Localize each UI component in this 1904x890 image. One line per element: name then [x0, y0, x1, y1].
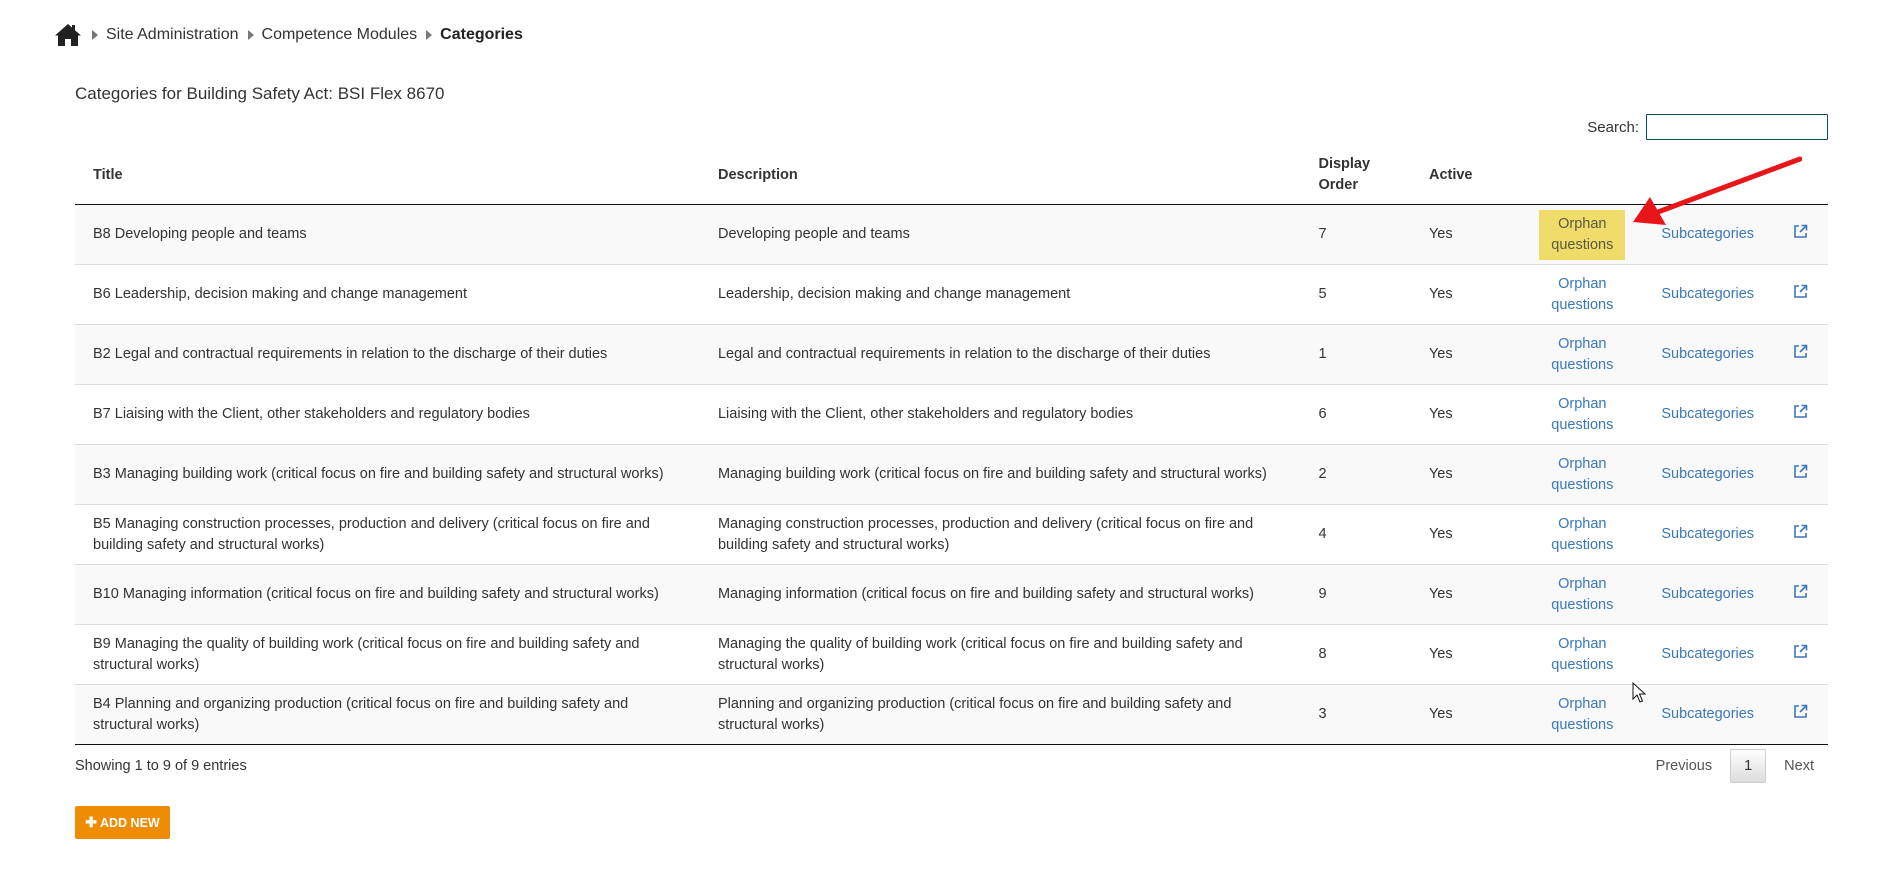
subcategories-link[interactable]: Subcategories [1661, 406, 1755, 422]
cell-orphan [1521, 625, 1643, 685]
cell-external [1772, 385, 1828, 445]
table-header-row [75, 146, 1828, 205]
mouse-cursor-icon [1632, 682, 1646, 704]
breadcrumb-competence-modules[interactable]: Competence Modules [261, 26, 418, 43]
header-description[interactable]: Description [700, 146, 1301, 205]
cell-external [1772, 565, 1828, 625]
cell-description: Planning and organizing production (critical focus on fire and building safety and structural works) [700, 685, 1301, 745]
cell-external [1772, 445, 1828, 505]
header-title[interactable]: Title [75, 146, 700, 205]
external-link-icon[interactable] [1793, 287, 1808, 303]
external-link-icon[interactable] [1793, 647, 1808, 663]
orphan-label-line1: Orphan [1558, 335, 1607, 352]
cell-active: Yes [1411, 505, 1521, 565]
orphan-label-line2: questions [1551, 716, 1614, 733]
orphan-label-line1: Orphan [1558, 515, 1607, 532]
cell-orphan [1521, 565, 1643, 625]
table-row [75, 325, 1828, 385]
subcategories-link[interactable]: Subcategories [1661, 286, 1755, 302]
cell-orphan [1521, 205, 1643, 265]
cell-orphan [1521, 445, 1643, 505]
orphan-label-line2: questions [1551, 476, 1614, 493]
cell-display-order: 7 [1300, 205, 1410, 265]
previous-button[interactable]: Previous [1655, 758, 1713, 774]
page-title: Categories for Building Safety Act: BSI Flex 8670 [75, 84, 445, 103]
table-row [75, 505, 1828, 565]
cell-orphan [1521, 325, 1643, 385]
header-display-order-line2: Order [1318, 177, 1358, 193]
add-new-label: ADD NEW [100, 815, 160, 830]
subcategories-link[interactable]: Subcategories [1661, 586, 1755, 602]
orphan-label-line2: questions [1551, 356, 1614, 373]
cell-external [1772, 625, 1828, 685]
cell-description: Managing information (critical focus on fire and building safety and structural works) [700, 565, 1301, 625]
cell-title: B10 Managing information (critical focus on fire and building safety and structural works) [75, 565, 700, 625]
next-button[interactable]: Next [1784, 758, 1814, 774]
cell-orphan [1521, 265, 1643, 325]
cell-active: Yes [1411, 625, 1521, 685]
cell-subcategories [1643, 265, 1772, 325]
add-new-button[interactable] [75, 806, 170, 839]
cell-external [1772, 325, 1828, 385]
orphan-label-line2: questions [1551, 596, 1614, 613]
external-link-icon[interactable] [1793, 467, 1808, 483]
cell-display-order: 5 [1300, 265, 1410, 325]
orphan-questions-link[interactable] [1539, 690, 1625, 740]
cell-description: Managing construction processes, production and delivery (critical focus on fire and building safety and structural works) [700, 505, 1301, 565]
home-icon[interactable] [53, 20, 83, 50]
orphan-questions-link[interactable] [1539, 390, 1625, 440]
orphan-questions-link[interactable] [1539, 210, 1625, 260]
table-row [75, 685, 1828, 745]
cell-orphan [1521, 685, 1643, 745]
cell-display-order: 9 [1300, 565, 1410, 625]
subcategories-link[interactable]: Subcategories [1661, 706, 1755, 722]
header-display-order[interactable] [1300, 146, 1410, 205]
table-row [75, 565, 1828, 625]
cell-orphan [1521, 385, 1643, 445]
orphan-label-line2: questions [1551, 416, 1614, 433]
subcategories-link[interactable]: Subcategories [1661, 466, 1755, 482]
cell-external [1772, 265, 1828, 325]
cell-title: B5 Managing construction processes, production and delivery (critical focus on fire and building safety and structural works) [75, 505, 700, 565]
orphan-label-line1: Orphan [1558, 215, 1607, 232]
orphan-questions-link[interactable] [1539, 630, 1625, 680]
table-row [75, 445, 1828, 505]
cell-external [1772, 505, 1828, 565]
table-row [75, 625, 1828, 685]
table-row [75, 385, 1828, 445]
cell-display-order: 3 [1300, 685, 1410, 745]
cell-subcategories [1643, 685, 1772, 745]
orphan-questions-link[interactable] [1539, 270, 1625, 320]
external-link-icon[interactable] [1793, 227, 1808, 243]
search-label: Search: [1587, 118, 1639, 136]
orphan-label-line2: questions [1551, 536, 1614, 553]
cell-active: Yes [1411, 325, 1521, 385]
cell-title: B2 Legal and contractual requirements in relation to the discharge of their duties [75, 325, 700, 385]
orphan-label-line2: questions [1551, 236, 1614, 253]
orphan-label-line2: questions [1551, 296, 1614, 313]
cell-active: Yes [1411, 445, 1521, 505]
external-link-icon[interactable] [1793, 587, 1808, 603]
cell-title: B6 Leadership, decision making and change management [75, 265, 700, 325]
cell-title: B4 Planning and organizing production (critical focus on fire and building safety and structural works) [75, 685, 700, 745]
orphan-label-line1: Orphan [1558, 395, 1607, 412]
cell-subcategories [1643, 445, 1772, 505]
breadcrumb [53, 18, 523, 52]
header-display-order-line1: Display [1318, 156, 1371, 172]
subcategories-link[interactable]: Subcategories [1661, 226, 1755, 242]
header-active[interactable]: Active [1411, 146, 1521, 205]
chevron-right-icon [248, 30, 254, 40]
cell-title: B8 Developing people and teams [75, 205, 700, 265]
header-orphan [1521, 146, 1643, 205]
cell-description: Managing the quality of building work (critical focus on fire and building safety and structural works) [700, 625, 1301, 685]
cell-description: Developing people and teams [700, 205, 1301, 265]
categories-table [75, 146, 1828, 745]
cell-display-order: 4 [1300, 505, 1410, 565]
cell-display-order: 6 [1300, 385, 1410, 445]
cell-active: Yes [1411, 685, 1521, 745]
cell-subcategories [1643, 565, 1772, 625]
table-row [75, 205, 1828, 265]
subcategories-link[interactable]: Subcategories [1661, 526, 1755, 542]
search-input[interactable] [1646, 114, 1828, 140]
orphan-label-line2: questions [1551, 656, 1614, 673]
cell-active: Yes [1411, 565, 1521, 625]
cell-active: Yes [1411, 385, 1521, 445]
orphan-questions-link[interactable] [1539, 330, 1625, 380]
annotation-arrow [1630, 155, 1802, 227]
cell-title: B7 Liaising with the Client, other stakeholders and regulatory bodies [75, 385, 700, 445]
orphan-questions-link[interactable] [1539, 450, 1625, 500]
cell-description: Legal and contractual requirements in relation to the discharge of their duties [700, 325, 1301, 385]
table-info: Showing 1 to 9 of 9 entries [75, 758, 247, 774]
cell-title: B9 Managing the quality of building work (critical focus on fire and building safety and structural works) [75, 625, 700, 685]
cell-display-order: 8 [1300, 625, 1410, 685]
cell-subcategories [1643, 385, 1772, 445]
subcategories-link[interactable]: Subcategories [1661, 646, 1755, 662]
breadcrumb-current: Categories [440, 26, 523, 43]
cell-title: B3 Managing building work (critical focus on fire and building safety and structural works) [75, 445, 700, 505]
cell-display-order: 1 [1300, 325, 1410, 385]
orphan-label-line1: Orphan [1558, 575, 1607, 592]
external-link-icon[interactable] [1793, 527, 1808, 543]
plus-icon: ✚ [85, 814, 97, 830]
page-1-button[interactable]: 1 [1730, 749, 1766, 783]
cell-subcategories [1643, 505, 1772, 565]
cell-external [1772, 685, 1828, 745]
orphan-label-line1: Orphan [1558, 695, 1607, 712]
orphan-label-line1: Orphan [1558, 635, 1607, 652]
cell-active: Yes [1411, 205, 1521, 265]
external-link-icon[interactable] [1793, 347, 1808, 363]
cell-orphan [1521, 505, 1643, 565]
cell-active: Yes [1411, 265, 1521, 325]
cell-display-order: 2 [1300, 445, 1410, 505]
table-row [75, 265, 1828, 325]
orphan-questions-link[interactable] [1539, 510, 1625, 560]
orphan-label-line1: Orphan [1558, 455, 1607, 472]
cell-subcategories [1643, 325, 1772, 385]
chevron-right-icon [426, 30, 432, 40]
external-link-icon[interactable] [1793, 407, 1808, 423]
subcategories-link[interactable]: Subcategories [1661, 346, 1755, 362]
breadcrumb-site-administration[interactable]: Site Administration [106, 26, 239, 43]
orphan-questions-link[interactable] [1539, 570, 1625, 620]
chevron-right-icon [92, 30, 98, 40]
cell-subcategories [1643, 625, 1772, 685]
pagination [1642, 749, 1828, 783]
cell-description: Managing building work (critical focus on fire and building safety and structural works) [700, 445, 1301, 505]
cell-description: Leadership, decision making and change management [700, 265, 1301, 325]
orphan-label-line1: Orphan [1558, 275, 1607, 292]
external-link-icon[interactable] [1793, 707, 1808, 723]
cell-description: Liaising with the Client, other stakeholders and regulatory bodies [700, 385, 1301, 445]
search-box [1587, 114, 1828, 140]
